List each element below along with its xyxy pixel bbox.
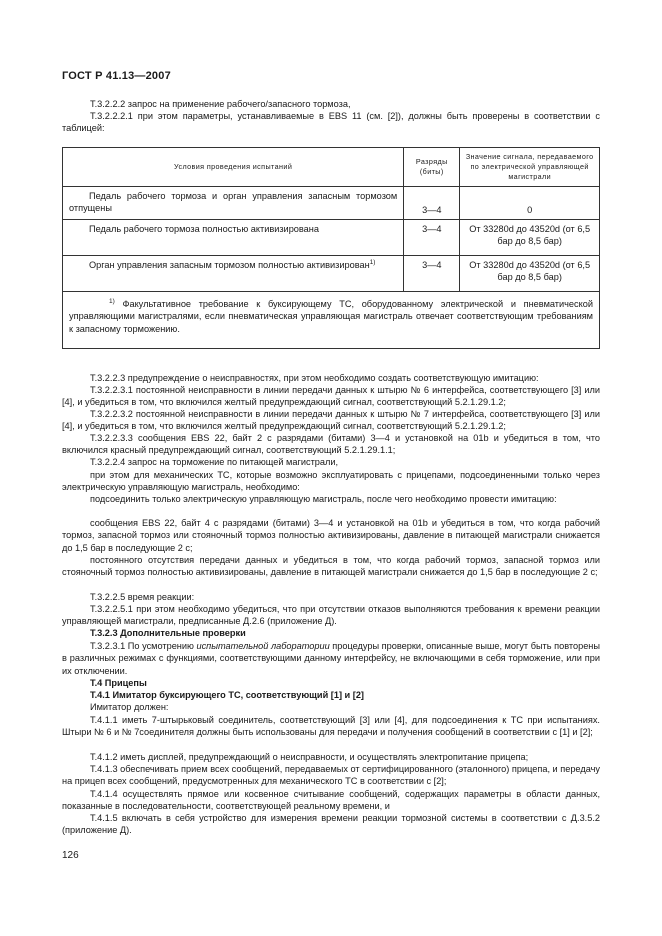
paragraph-t3223: Т.3.2.2.3 предупреждение о неисправностях, при этом необходимо создать соответствующую имитацию: <box>90 373 539 383</box>
paragraph-t32231: Т.3.2.2.3.1 постоянной неисправности в линии передачи данных к штырю № 6 интерфейса, соответствующего [3] или [4], и убедиться в том, что включился желтый предупреждающий сигнал, соответствующий 5.2.1.29.1.2; <box>62 385 600 408</box>
paragraph-t414: Т.4.1.4 осуществлять прямое или косвенное считывание сообщений, содержащих параметры в области данных, показанные в последовательности, соответствующей реальному времени, и <box>62 789 600 812</box>
paragraph-mechanical: при этом для механических ТС, которые возможно эксплуатировать с прицепами, подсоединенными только через электрическую управляющую магистраль, необходимо: <box>62 470 600 493</box>
paragraph-t32233: Т.3.2.2.3.3 сообщения EBS 22, байт 2 с разрядами (битами) 3—4 и установкой на 01b и убедиться в том, что включился красный предупреждающий сигнал, соответствующий 5.2.1.29.1.1; <box>62 433 600 456</box>
paragraph-t3224: Т.3.2.2.4 запрос на торможение по питающей магистрали, <box>90 457 339 467</box>
footnote-text: Факультативное требование к буксирующему ТС, оборудованному электрической и пневматической управляющими магистралями, если пневматическая управляющая магистраль отвечает соответствующим требованиям к запасному торможению. <box>69 299 593 334</box>
table-cell-bits: 3—4 <box>404 256 460 292</box>
table-cell-condition <box>63 256 404 292</box>
paragraph-ebs22: сообщения EBS 22, байт 4 с разрядами (битами) 3—4 и установкой на 01b и убедиться в том, что когда рабочий тормоз, запасной тормоз или стояночный тормоз полностью активизированы, давление в питающей магистрали снижается до 1,5 бар в последующие 2 с; <box>62 518 600 553</box>
document-header: ГОСТ Р 41.13—2007 <box>62 70 171 82</box>
paragraph-t412: Т.4.1.2 иметь дисплей, предупреждающий о неисправности, и осуществлять электропитание прицепа; <box>90 752 529 762</box>
paragraph-t32232: Т.3.2.2.3.2 постоянной неисправности в линии передачи данных к штырю № 7 интерфейса, соответствующего [3] или [4], и убедиться в том, что включился желтый предупреждающий сигнал, соответствующий 5.2.1.29.1.2; <box>62 409 600 432</box>
paragraph-t32221: Т.3.2.2.2.1 при этом параметры, устанавливаемые в EBS 11 (см. [2]), должны быть проверены в соответствии с таблицей: <box>62 111 600 134</box>
paragraph-simulator: Имитатор должен: <box>90 702 169 712</box>
table-cell-value: От 33280d до 43520d (от 6,5 бар до 8,5 бар) <box>460 256 600 292</box>
paragraph-t3225: Т.3.2.2.5 время реакции: <box>90 592 195 602</box>
table-cell-condition: Педаль рабочего тормоза и орган управления запасным тормозом отпущены <box>63 187 404 220</box>
table-cell-condition: Педаль рабочего тормоза полностью активизирована <box>63 220 404 256</box>
paragraph-t3231 <box>62 640 600 677</box>
paragraph-t411: Т.4.1.1 иметь 7-штырьковый соединитель, соответствующий [3] или [4], для подсоединения к ТС при испытаниях. Штыри № 6 и № 7соединителя должны быть использованы для передачи и получения сообщений в соответствии с [1] и [2]; <box>62 715 600 738</box>
table-cell-bits: 3—4 <box>404 220 460 256</box>
heading-t4: Т.4 Прицепы <box>90 678 147 688</box>
paragraph-t413: Т.4.1.3 обеспечивать прием всех сообщений, передаваемых от сертифицированного (эталонного) прицепа, и передачу на прицеп всех сообщений, предусмотренных для механического ТС в соответствии с [2]; <box>62 764 600 787</box>
header-value: Значение сигнала, передаваемого по электрической управляющей магистрали <box>460 148 600 187</box>
table-row <box>63 220 600 256</box>
paragraph-t415: Т.4.1.5 включать в себя устройство для измерения времени реакции тормозной системы в соответствии с Д.3.5.2 (приложение Д). <box>62 813 600 836</box>
table-cell-bits: 3—4 <box>404 187 460 220</box>
paragraph-no-data: постоянного отсутствия передачи данных и убедиться в том, что когда рабочий тормоз, запасной тормоз или стояночный тормоз полностью активизированы, давление в питающей магистрали снижается до 1,5 бар в последующие 2 с; <box>62 555 600 578</box>
paragraph-t3222: Т.3.2.2.2 запрос на применение рабочего/запасного тормоза, <box>90 99 351 109</box>
table-header-row <box>63 148 600 187</box>
table-cell-value: От 33280d до 43520d (от 6,5 бар до 8,5 бар) <box>460 220 600 256</box>
signal-table <box>62 147 600 349</box>
table-cell-value: 0 <box>460 187 600 220</box>
italic-lab: испытательной лаборатории <box>196 641 330 651</box>
heading-t41: Т.4.1 Имитатор буксирующего ТС, соответствующий [1] и [2] <box>90 690 364 700</box>
page-number: 126 <box>62 850 79 861</box>
footnote-ref: 1) <box>369 258 376 266</box>
footnote-mark: 1) <box>109 297 115 305</box>
text-part: процедуры проверки, описанные выше, могут быть повторены в различных режимах с функциями, соответствующими данному интерфейсу, не включающими в себя торможение, или при их отключении. <box>62 641 600 676</box>
text-part: Т.3.2.3.1 По усмотрению <box>90 641 197 651</box>
header-conditions: Условия проведения испытаний <box>63 148 404 187</box>
table-row <box>63 256 600 292</box>
table-footnote-row <box>63 292 600 349</box>
paragraph-connect: подсоединить только электрическую управляющую магистраль, после чего необходимо провести имитацию: <box>90 494 557 504</box>
condition-text: Орган управления запасным тормозом полностью активизирован <box>89 260 370 270</box>
table-row <box>63 187 600 220</box>
heading-t323: Т.3.2.3 Дополнительные проверки <box>90 628 246 638</box>
header-bits: Разряды (биты) <box>404 148 460 187</box>
paragraph-t32251: Т.3.2.2.5.1 при этом необходимо убедиться, что при отсутствии отказов выполняются требования к времени реакции управляющей магистрали, предписанные Д.2.6 (приложение Д). <box>62 604 600 627</box>
table-footnote <box>63 292 600 349</box>
